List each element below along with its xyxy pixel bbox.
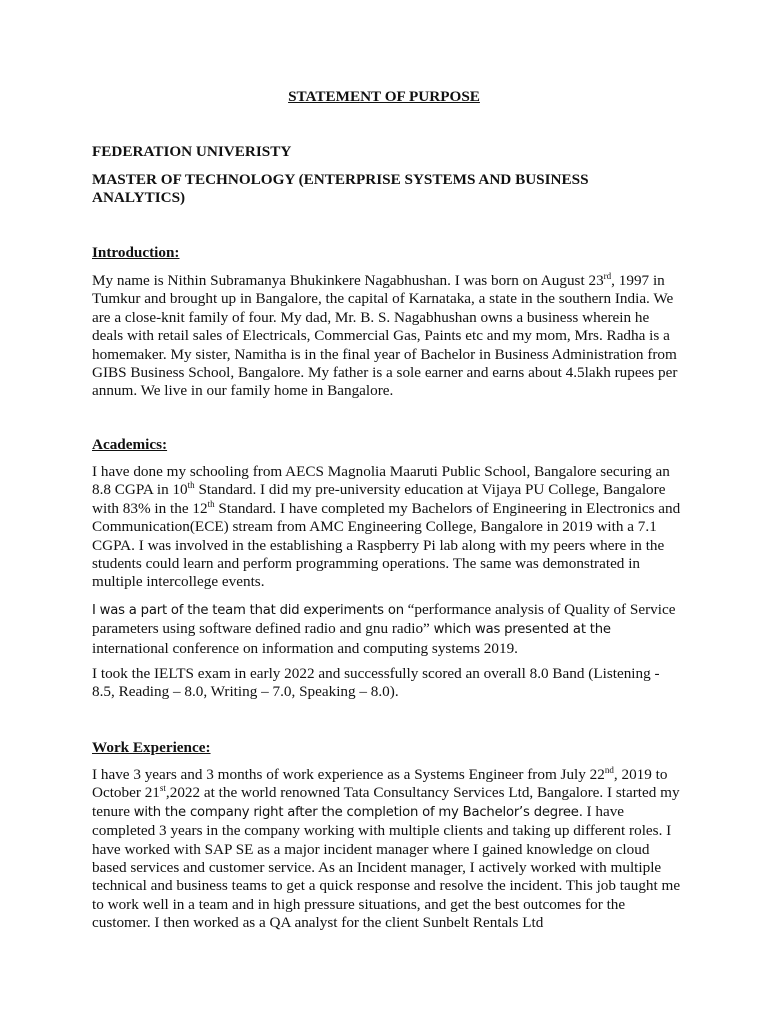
document-title: STATEMENT OF PURPOSE	[288, 88, 480, 105]
academics-text-part: international conference on information and computing systems 2019.	[92, 639, 518, 657]
academics-heading: Academics:	[92, 436, 168, 453]
intro-text-part: My name is Nithin Subramanya Bhukinkere Nagabhushan. I was born on August 23	[92, 272, 604, 289]
academics-paragraph-1	[92, 463, 682, 592]
work-text-part: I have 3 years and 3 months of work experience as a Systems Engineer from July 22	[92, 766, 605, 783]
work-text-part: , 2019 to October 21	[92, 766, 668, 802]
academics-text-part: which was presented at the	[433, 622, 611, 638]
work-experience-heading: Work Experience:	[92, 739, 211, 756]
intro-text-part: , 1997 in Tumkur and brought up in Bangalore, the capital of Karnataka, a state in the southern India. We are a close-knit family of four. My dad, Mr. B. S. Nagabhushan owns a business wherein he deals with retail sales of Electricals, Commercial Gas, Paints etc and my mom, Mrs. Radha is a homemaker. My sister, Namitha is in the final year of Bachelor in Business Administration from GIBS Business School, Bangalore. My father is a sole earner and earns about 4.5lakh rupees per annum. We live in our family home in Bangalore.	[92, 272, 678, 400]
degree-name: MASTER OF TECHNOLOGY (ENTERPRISE SYSTEMS AND BUSINESS ANALYTICS)	[92, 171, 589, 207]
academics-text-part: Standard. I did my pre-university education at Vijaya PU College, Bangalore with 83% in the 12	[92, 481, 666, 517]
introduction-paragraph	[92, 272, 682, 401]
work-text-part: with the company right after the completion of my Bachelor’s degree.	[133, 804, 583, 820]
academics-text-part: “performance analysis of Quality of Service parameters using software defined radio and gnu radio”	[92, 601, 676, 638]
academics-superscript: th	[207, 498, 215, 509]
academics-superscript: th	[187, 480, 195, 491]
academics-paragraph-2	[92, 601, 682, 658]
work-text-part: I have completed 3 years in the company working with multiple clients and taking up different roles. I have worked with SAP SE as a major incident manager where I gained knowledge on cloud based services and customer service. As an Incident manager, I actively worked with multiple technical and business teams to get a quick response and resolve the incident. This job taught me to work well in a team and in high pressure situations, and get the best outcomes for the customer. I then worked as a QA analyst for the client Sunbelt Rentals Ltd	[92, 802, 681, 932]
academics-text-part: I was a part of the team that did experiments on	[92, 603, 404, 618]
work-superscript: st	[159, 783, 166, 794]
work-superscript: nd	[604, 764, 614, 775]
introduction-heading: Introduction:	[92, 244, 180, 261]
work-experience-paragraph	[92, 766, 682, 933]
academics-text-part: Standard. I have completed my Bachelors of Engineering in Electronics and Communication(ECE) stream from AMC Engineering College, Bangalore in 2019 with a 7.1 CGPA. I was involved in the establishing a Raspberry Pi lab along with my peers where in the students could learn and perform programming operations. The same was demonstrated in multiple intercollege events.	[92, 499, 681, 591]
work-text-part: ,2022 at the world renowned Tata Consultancy Services Ltd, Bangalore. I started my tenure	[92, 784, 680, 820]
intro-superscript: rd	[603, 270, 612, 281]
academics-text-part: I have done my schooling from AECS Magnolia Maaruti Public School, Bangalore securing an 8.8 CGPA in 10	[92, 463, 670, 499]
academics-paragraph-3: I took the IELTS exam in early 2022 and successfully scored an overall 8.0 Band (Listening - 8.5, Reading – 8.0, Writing – 7.0, Speaking – 8.0).	[92, 665, 660, 701]
university-name: FEDERATION UNIVERISTY	[92, 143, 292, 160]
